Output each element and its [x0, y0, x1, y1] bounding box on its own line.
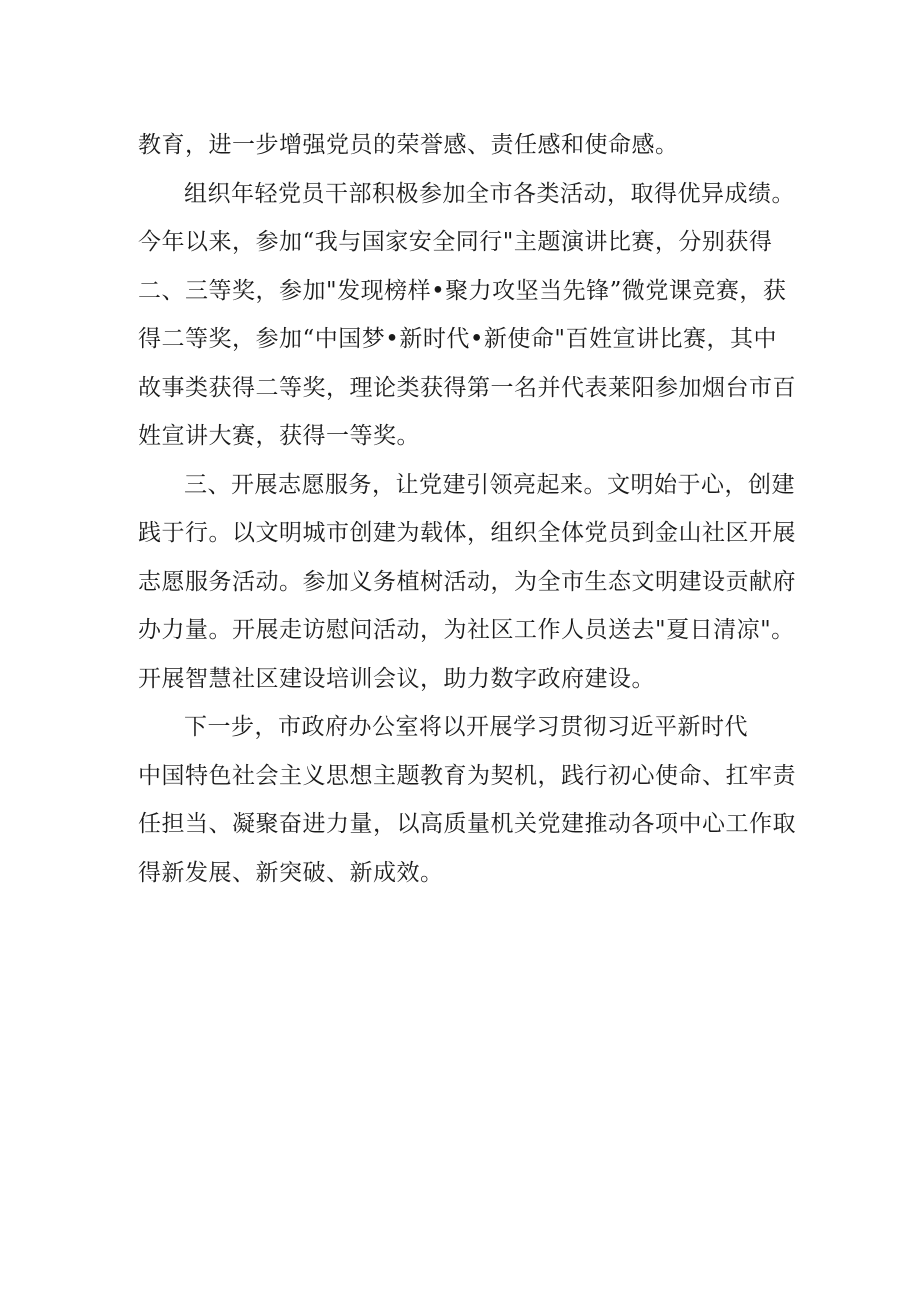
text-line: 得新发展、新突破、新成效。: [138, 859, 444, 886]
paragraph-next-steps: [138, 703, 798, 897]
text-line: 教育，进一步增强党员的荣誉感、责任感和使命感。: [138, 132, 679, 158]
paragraph-continuation: [138, 121, 798, 170]
text-line: 中国特色社会主义思想主题教育为契机，践行初心使命、扛牢责: [138, 762, 796, 789]
text-line: 组织年轻党员干部积极参加全市各类活动，取得优异成绩。: [184, 180, 795, 207]
text-line: 二、三等奖，参加"发现榜样•聚力攻坚当先锋”微党课竞赛，获: [138, 277, 787, 304]
text-line: 下一步，市政府办公室将以开展学习贯彻习近平新时代: [184, 714, 748, 740]
text-line: 践于行。以文明城市创建为载体，组织全体党员到金山社区开展: [138, 520, 796, 546]
text-line: 任担当、凝聚奋进力量，以高质量机关党建推动各项中心工作取: [138, 811, 796, 837]
text-line: 办力量。开展走访慰问活动，为社区工作人员送去"夏日清凉"。: [138, 617, 795, 643]
text-line: 故事类获得二等奖，理论类获得第一名并代表莱阳参加烟台市百: [138, 374, 796, 401]
text-line: 三、开展志愿服务，让党建引领亮起来。文明始于心，创建: [184, 471, 795, 498]
text-line: 开展智慧社区建设培训会议，助力数字政府建设。: [138, 665, 655, 692]
paragraph-activities: [138, 170, 798, 461]
text-line: 得二等奖，参加“中国梦•新时代•新使命"百姓宣讲比赛，其中: [138, 326, 777, 352]
paragraph-volunteer-service: [138, 461, 798, 704]
document-body: [138, 121, 798, 897]
text-line: 今年以来，参加“我与国家安全同行"主题演讲比赛，分别获得: [138, 229, 773, 255]
text-line: 志愿服务活动。参加义务植树活动，为全市生态文明建设贡献府: [138, 568, 796, 595]
text-line: 姓宣讲大赛，获得一等奖。: [138, 423, 420, 449]
